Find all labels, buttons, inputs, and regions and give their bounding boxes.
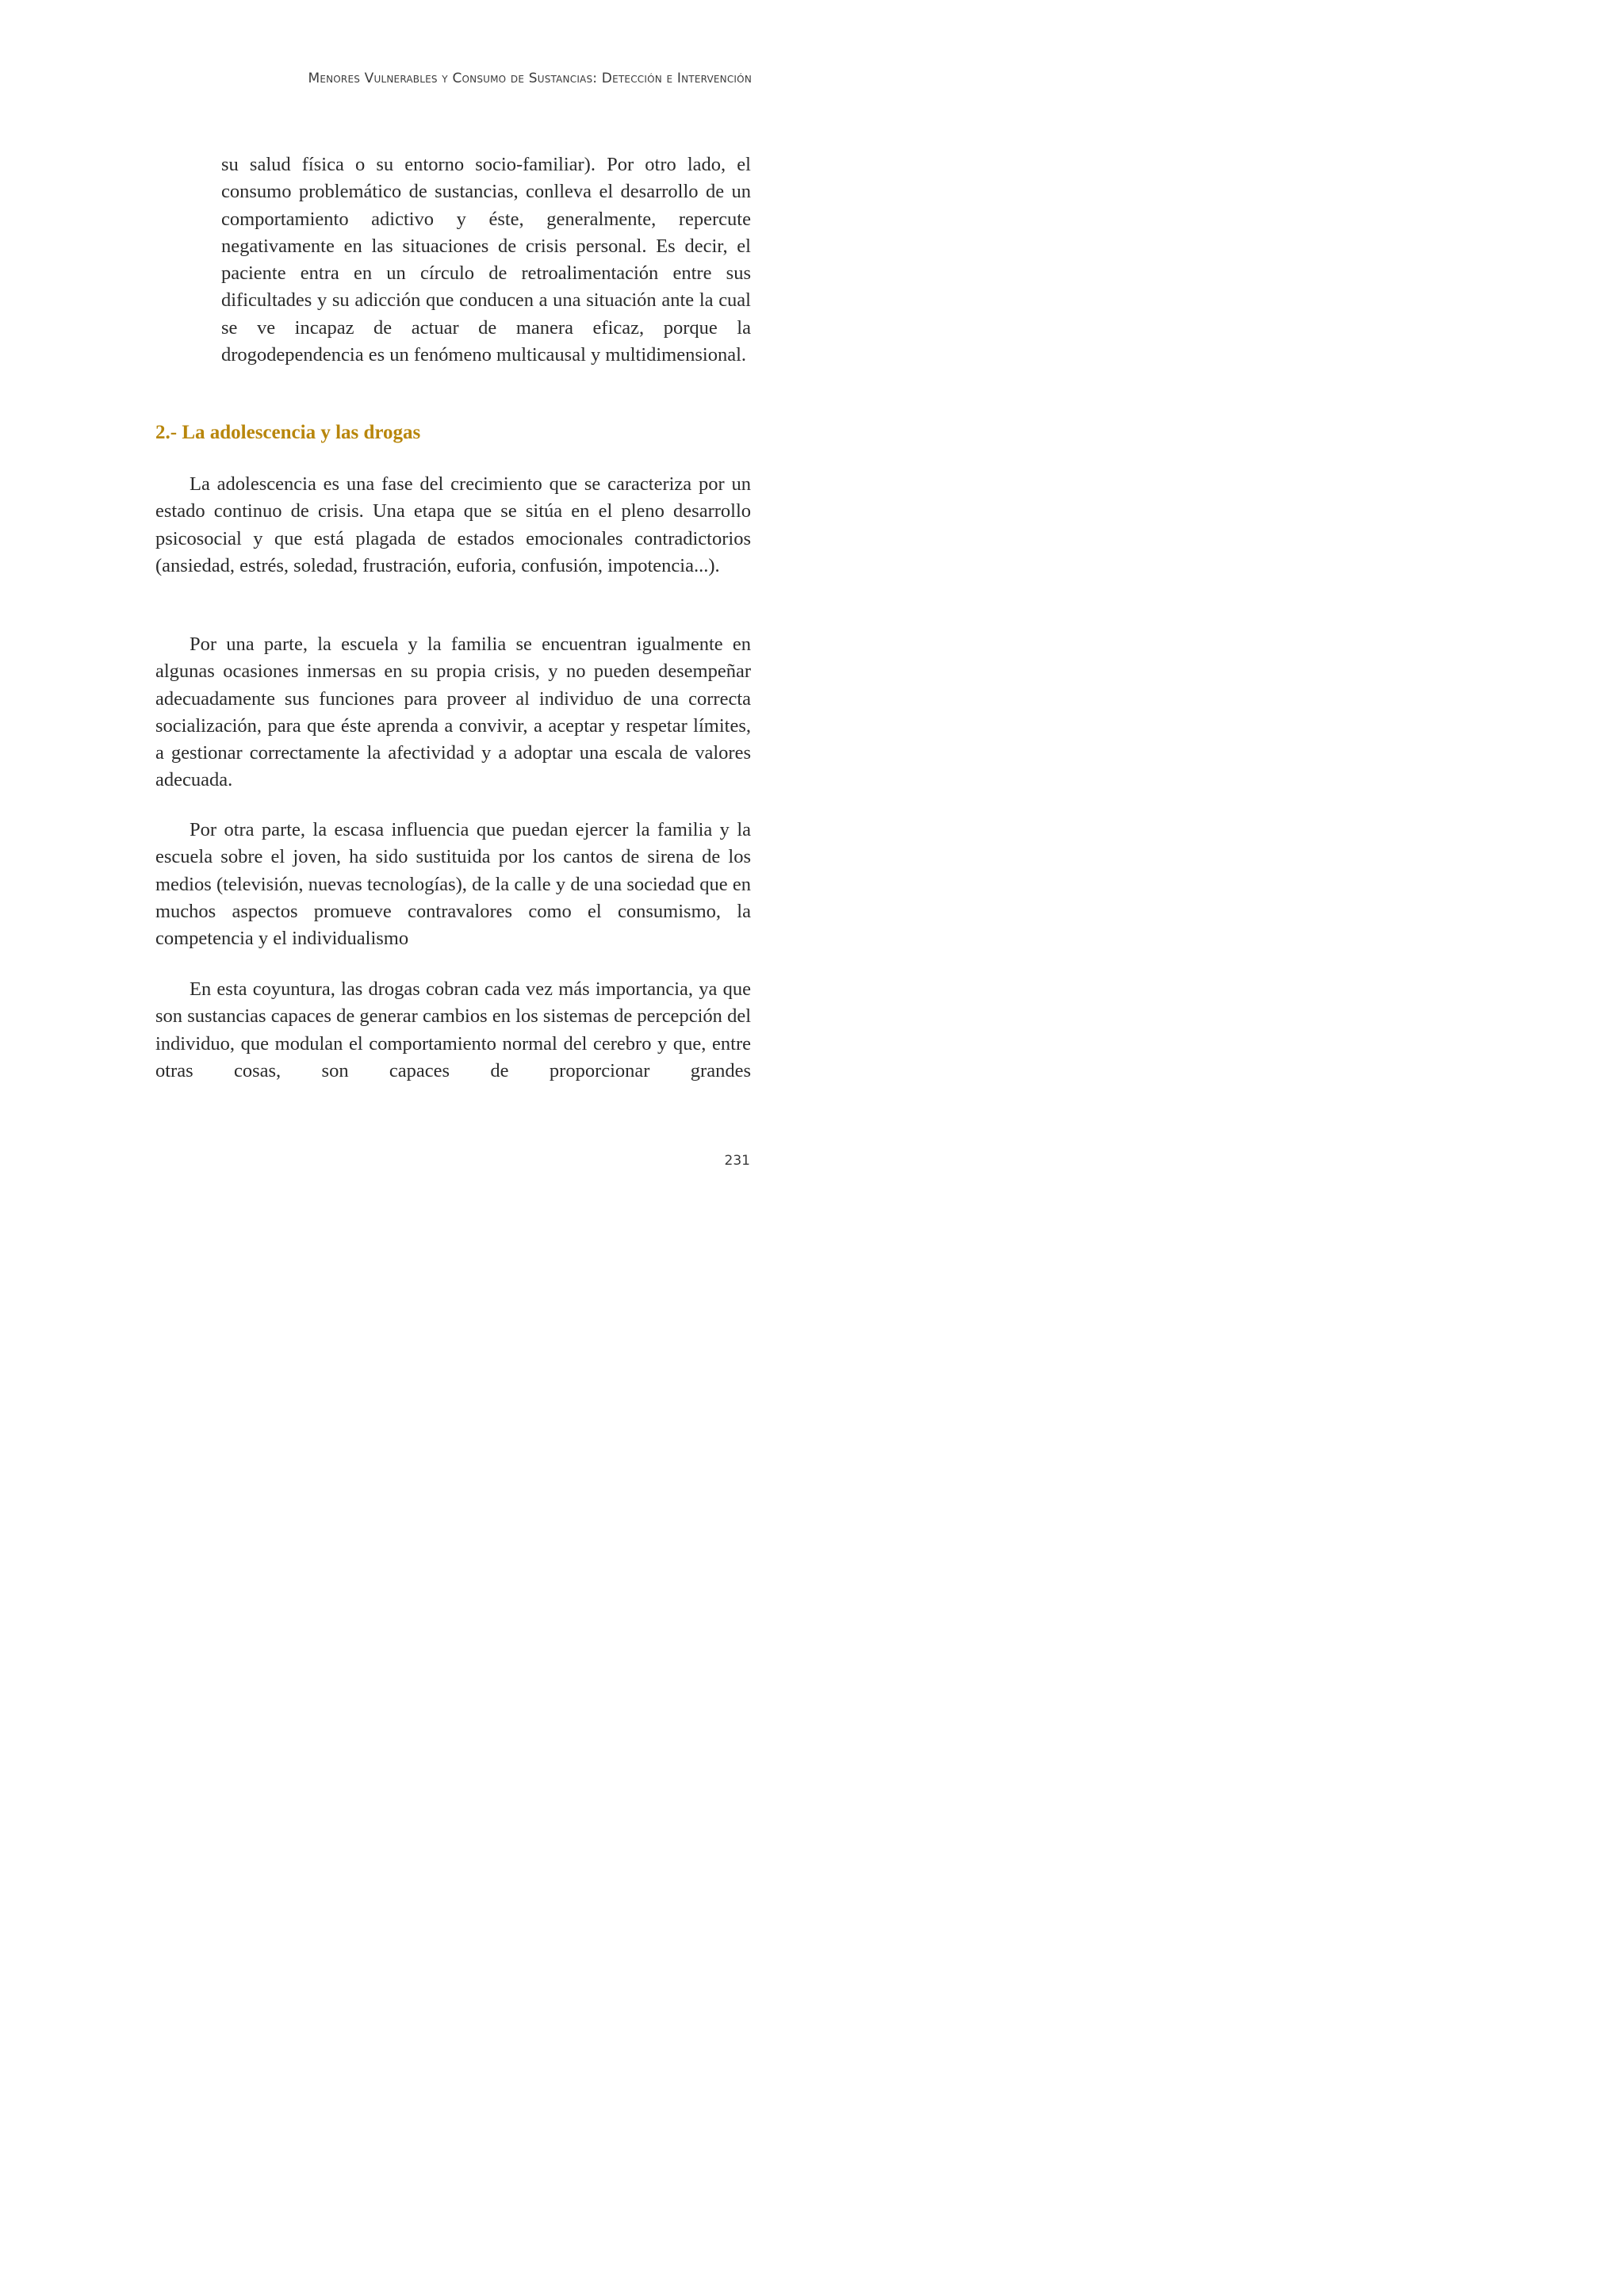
paragraph-block-1 [155,471,751,580]
section-heading: 2.- La adolescencia y las drogas [155,422,421,443]
running-header: Menores Vulnerables y Consumo de Sustancias: Detección e Intervención [308,71,752,86]
paragraph-block-2 [155,631,751,794]
body-paragraph: Por otra parte, la escasa influencia que puedan ejercer la familia y la escuela sobre el joven, ha sido sustituida por los cantos de sirena de los medios (televisión, nuevas tecnologías), de la calle y de una sociedad que en muchos aspectos promueve contravalores como el consumismo, la competencia y el individualismo [155,819,751,950]
paragraph-block-3 [155,817,751,952]
body-paragraph: La adolescencia es una fase del crecimiento que se caracteriza por un estado continuo de crisis. Una etapa que se sitúa en el pleno desarrollo psicosocial y que está plagada de estados emocionales contradictorios (ansiedad, estrés, soledad, frustración, euforia, confusión, impotencia...). [155,473,751,576]
document-page [0,0,883,1243]
page-number: 231 [724,1153,750,1169]
indented-continuation-block [221,151,751,369]
body-paragraph: Por una parte, la escuela y la familia se encuentran igualmente en algunas ocasiones inmersas en su propia crisis, y no pueden desempeñar adecuadamente sus funciones para proveer al individuo de una correcta socialización, para que éste aprenda a convivir, a aceptar y respetar límites, a gestionar correctamente la afectividad y a adoptar una escala de valores adecuada. [155,634,751,791]
body-paragraph: En esta coyuntura, las drogas cobran cada vez más importancia, ya que son sustancias capaces de generar cambios en los sistemas de percepción del individuo, que modulan el comportamiento normal del cerebro y que, entre otras cosas, son capaces de proporcionar grandes [155,978,751,1081]
continuation-paragraph: su salud física o su entorno socio-familiar). Por otro lado, el consumo problemático de sustancias, conlleva el desarrollo de un comportamiento adictivo y éste, generalmente, repercute negativamente en las situaciones de crisis personal. Es decir, el paciente entra en un círculo de retroalimentación entre sus dificultades y su adicción que conducen a una situación ante la cual se ve incapaz de actuar de manera eficaz, porque la drogodependencia es un fenómeno multicausal y multidimensional. [221,154,751,366]
paragraph-block-4 [155,976,751,1085]
